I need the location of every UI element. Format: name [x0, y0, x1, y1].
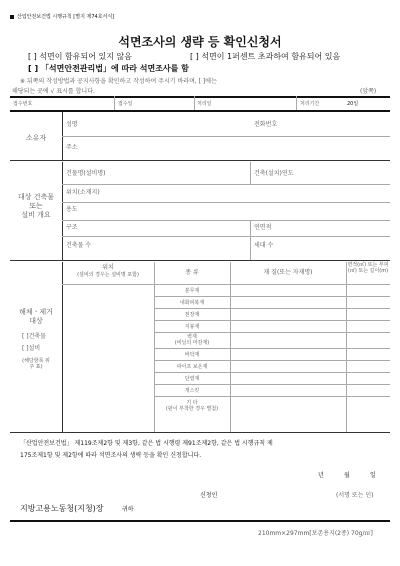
item-fireproof: 내화피복재 — [179, 300, 205, 306]
demolition-section-label: 해체ㆍ제거 대상 — [19, 308, 53, 325]
receipt-number-label: 접수번호 — [13, 101, 33, 107]
applicant-signature-field[interactable] — [230, 488, 330, 502]
date-month-label: 월 — [344, 472, 350, 479]
item-ceiling: 천장재 — [184, 312, 200, 318]
check-equipment[interactable]: [ ]설비 — [22, 345, 41, 352]
item-gasket: 개스킷 — [184, 388, 200, 394]
building-location-field[interactable] — [120, 186, 388, 200]
recipient-office: 지방고용노동청(지청)장 — [20, 504, 104, 513]
owner-address-field[interactable] — [100, 140, 388, 156]
form-reference — [10, 14, 114, 20]
col-location-sub: (설비의 경우는 설비명 포함) — [77, 272, 139, 278]
form-title: 석면조사의 생략 등 확인신청서 — [118, 35, 282, 49]
paper-spec: 210mm×297mm[보존용지(2종) 70g/㎡] — [258, 530, 373, 537]
process-period-label: 처리기간 — [300, 101, 320, 107]
item-floor: 바닥재 — [184, 352, 200, 358]
owner-name-field[interactable] — [100, 116, 250, 132]
building-section-label: 대상 건축물 또는 설비 개요 — [17, 193, 55, 219]
building-floors-label: 건축물 수 — [66, 242, 92, 249]
note-line-1: ※ 뒤쪽의 작성방법과 공지사항을 확인하고 작성하여 주시기 바라며, [ ]에는 — [20, 78, 217, 85]
item-spray: 분무재 — [184, 288, 200, 294]
process-date-label: 처리일 — [197, 101, 212, 107]
building-use-label: 용도 — [66, 206, 78, 213]
option-asbestos-over-1pct[interactable]: [ ] 석면이 1퍼센트 초과하여 함유되어 있음 — [190, 52, 341, 61]
col-location-header: 위치 — [102, 264, 114, 271]
page-indicator: (앞쪽) — [360, 88, 377, 95]
owner-address-label: 주소 — [66, 144, 78, 151]
bullet-square-icon — [10, 15, 14, 19]
check-note: (해당항목 위 주 표) — [22, 358, 50, 370]
applicant-sign-note: (서명 또는 인) — [336, 492, 374, 499]
building-name-label: 건물명(설비명) — [66, 170, 106, 177]
rule-ref-text: 산업안전보건법 시행규칙 [별지 제74호서식] — [17, 14, 115, 20]
owner-section-label: 소유자 — [25, 134, 47, 142]
recipient-suffix: 귀하 — [122, 506, 134, 513]
date-day-label: 일 — [370, 472, 376, 479]
item-insulation: 단열재 — [184, 376, 200, 382]
process-period-value: 20일 — [347, 101, 359, 107]
check-building[interactable]: [ ]건축물 — [22, 333, 46, 340]
building-name-field[interactable] — [120, 165, 250, 181]
building-area-label: 연면적 — [254, 224, 272, 231]
item-roof: 지붕재 — [184, 324, 200, 330]
statement-line-1: 「산업안전보건법」 제119조제2항 및 제3항, 같은 법 시행령 제91조제2항, 같은 법 시행규칙 제 — [20, 440, 273, 447]
applicant-label: 신청인 — [200, 492, 218, 499]
building-households-label: 세대 수 — [254, 242, 274, 249]
statement-line-2: 175조제1항 및 제2항에 따라 석면조사의 생략 등을 확인 신청합니다. — [20, 452, 202, 459]
receipt-date-label: 접수일 — [118, 101, 133, 107]
item-pipe-insulation: 파이프 보온재 — [176, 364, 208, 370]
item-wall: 벽재 (비닐의 마감재) — [174, 334, 210, 346]
owner-name-label: 성명 — [66, 121, 78, 128]
date-year-label: 년 — [318, 472, 324, 479]
owner-phone-label: 전화번호 — [254, 121, 278, 128]
building-year-label: 건축(설치)연도 — [254, 170, 294, 177]
col-type-header: 종 류 — [185, 269, 199, 276]
building-structure-label: 구조 — [66, 224, 78, 231]
building-location-label: 위치(소재지) — [66, 189, 100, 196]
owner-phone-field[interactable] — [300, 116, 388, 132]
item-other: 기 타 (판이 부착한 경우 별첨) — [165, 400, 219, 412]
col-material-header: 재 질(또는 자재명) — [263, 269, 313, 276]
col-area-header: 면적(㎡) 또는 부피(㎥) 또는 길이(m) — [347, 262, 389, 274]
option-no-asbestos[interactable]: [ ] 석면이 함유되어 있지 않음 — [28, 52, 132, 61]
note-line-2: 해당되는 곳에 √ 표시를 합니다. — [12, 88, 95, 95]
option-asbestos-survey[interactable]: [ ] 「석면안전관리법」에 따라 석면조사를 함 — [28, 64, 189, 73]
